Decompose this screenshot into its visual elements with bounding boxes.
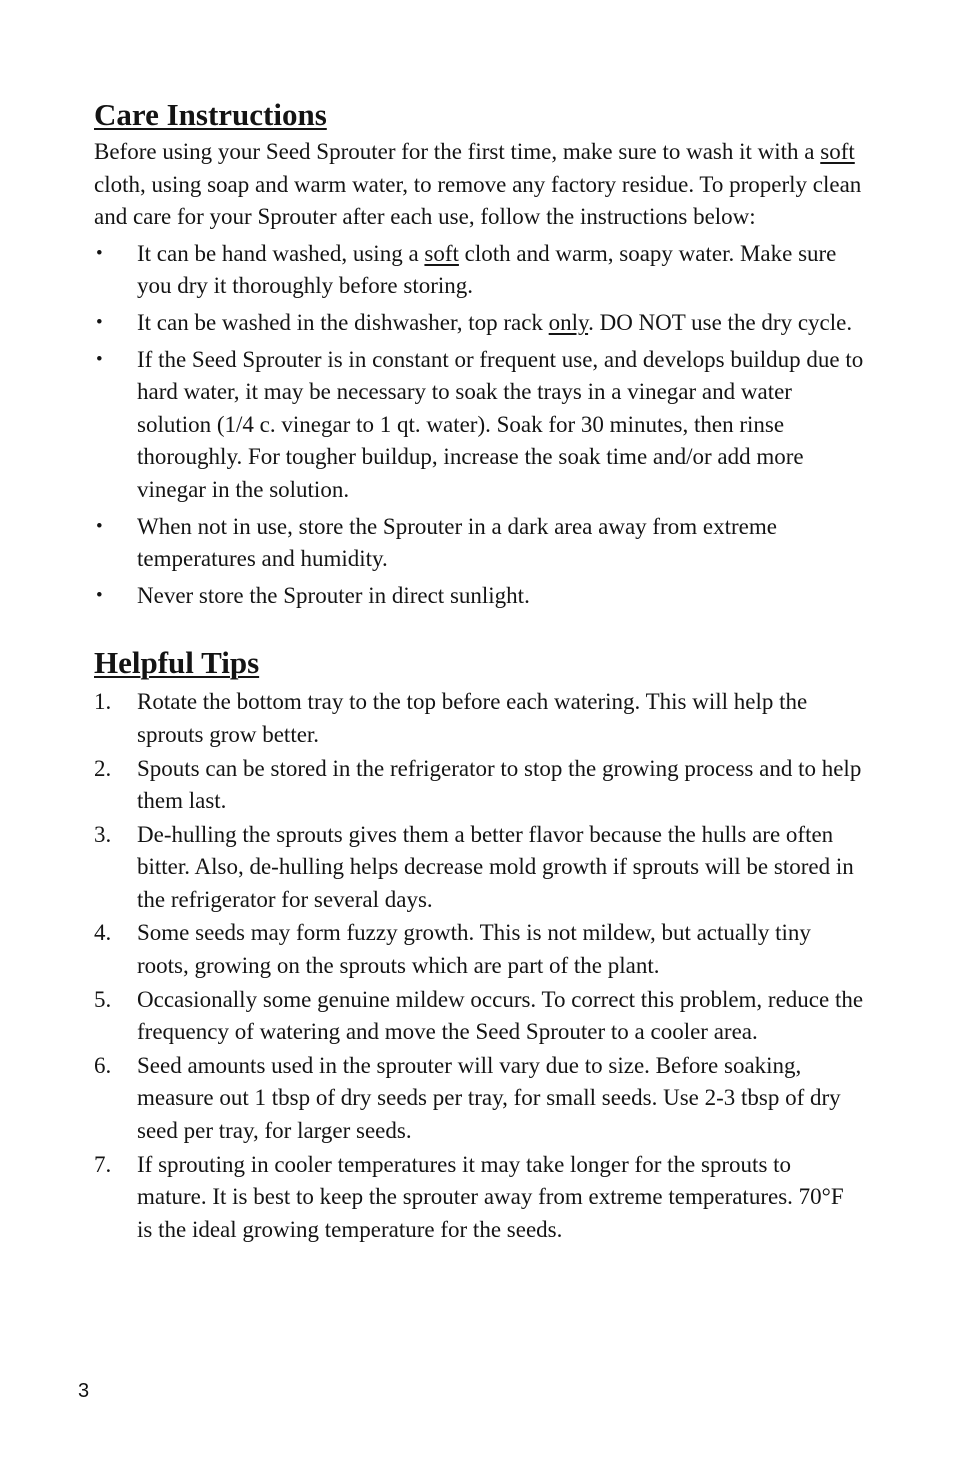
tip-item bbox=[94, 1149, 864, 1247]
care-bullet-item bbox=[94, 580, 864, 613]
bullet-marker: • bbox=[96, 348, 103, 370]
care-bullet-text: When not in use, store the Sprouter in a dark area away from extreme temperatures and humidity. bbox=[137, 513, 777, 572]
tip-number: 4. bbox=[94, 920, 112, 946]
care-intro-text-end: cloth, using soap and warm water, to remove any factory residue. To properly clean and care for your Sprouter after each use, follow the instructions below: bbox=[94, 171, 862, 230]
care-instructions-heading: Care Instructions bbox=[94, 97, 327, 132]
tip-text: Occasionally some genuine mildew occurs. To correct this problem, reduce the frequency of watering and move the Seed Sprouter to a cooler area. bbox=[137, 986, 864, 1045]
care-bullet-item bbox=[94, 238, 864, 303]
care-bullet-item bbox=[94, 344, 864, 507]
tip-text: Spouts can be stored in the refrigerator to stop the growing process and to help them last. bbox=[137, 755, 862, 814]
tip-text: De-hulling the sprouts gives them a better flavor because the hulls are often bitter. Also, de-hulling helps decrease mold growth if sprouts will be stored in the refrigerator for several days. bbox=[137, 821, 854, 912]
document-page bbox=[94, 96, 864, 1247]
tip-item bbox=[94, 819, 864, 917]
bullet-marker: • bbox=[96, 242, 103, 264]
tip-number: 1. bbox=[94, 689, 112, 715]
care-intro-paragraph bbox=[94, 136, 864, 234]
care-bullet-item bbox=[94, 307, 864, 340]
care-bullet-text bbox=[137, 307, 864, 340]
bullet-text-part: . DO NOT use the dry cycle. bbox=[588, 309, 853, 335]
bullet-underlined-word: only bbox=[548, 309, 589, 335]
bullet-text-part: cloth and warm, soapy water. Make sure you dry it thoroughly before storing. bbox=[137, 240, 837, 299]
tip-item bbox=[94, 1050, 864, 1148]
bullet-marker: • bbox=[96, 311, 103, 333]
tip-number: 6. bbox=[94, 1052, 112, 1078]
care-bullet-text: Never store the Sprouter in direct sunlight. bbox=[137, 582, 530, 608]
care-intro-underlined-word: soft bbox=[820, 139, 855, 164]
tip-text: Rotate the bottom tray to the top before each watering. This will help the sprouts grow better. bbox=[137, 689, 808, 747]
tip-text: Seed amounts used in the sprouter will vary due to size. Before soaking, measure out 1 tbsp of dry seeds per tray, for small seeds. Use 2-3 tbsp of dry seed per tray, for larger seeds. bbox=[137, 1052, 841, 1144]
tip-number: 3. bbox=[94, 821, 112, 847]
tip-text: If sprouting in cooler temperatures it may take longer for the sprouts to mature. It is best to keep the sprouter away from extreme temperatures. 70°F is the ideal growing temperature for the seeds. bbox=[137, 1151, 844, 1242]
bullet-marker: • bbox=[96, 515, 103, 537]
bullet-marker: • bbox=[96, 584, 103, 606]
care-bullet-item bbox=[94, 511, 864, 576]
bullet-underlined-word: soft bbox=[424, 240, 459, 266]
care-bullet-text: If the Seed Sprouter is in constant or frequent use, and develops buildup due to hard water, it may be necessary to soak the trays in a vinegar and water solution (1/4 c. vinegar to 1 qt. water). Soak for 30 minutes, then rinse thoroughly. For tougher buildup, increase the soak time and/or add more vinegar in the solution. bbox=[137, 346, 864, 502]
care-bullet-text bbox=[137, 238, 864, 303]
helpful-tips-heading: Helpful Tips bbox=[94, 645, 260, 681]
tip-text: Some seeds may form fuzzy growth. This is not mildew, but actually tiny roots, growing on the sprouts which are part of the plant. bbox=[137, 920, 811, 979]
bullet-text-part: It can be hand washed, using a bbox=[137, 240, 425, 266]
tip-number: 7. bbox=[94, 1151, 112, 1177]
helpful-tips-list bbox=[94, 686, 864, 1246]
care-bullet-list bbox=[94, 238, 864, 613]
bullet-text-part: It can be washed in the dishwasher, top rack bbox=[137, 309, 549, 335]
tip-item bbox=[94, 917, 864, 982]
tip-number: 2. bbox=[94, 755, 112, 781]
tip-item bbox=[94, 753, 864, 818]
page-number: 3 bbox=[78, 1380, 90, 1402]
tip-item bbox=[94, 984, 864, 1049]
tip-item bbox=[94, 686, 864, 751]
care-intro-text-start: Before using your Seed Sprouter for the first time, make sure to wash it with a bbox=[94, 139, 821, 164]
tip-number: 5. bbox=[94, 986, 112, 1012]
